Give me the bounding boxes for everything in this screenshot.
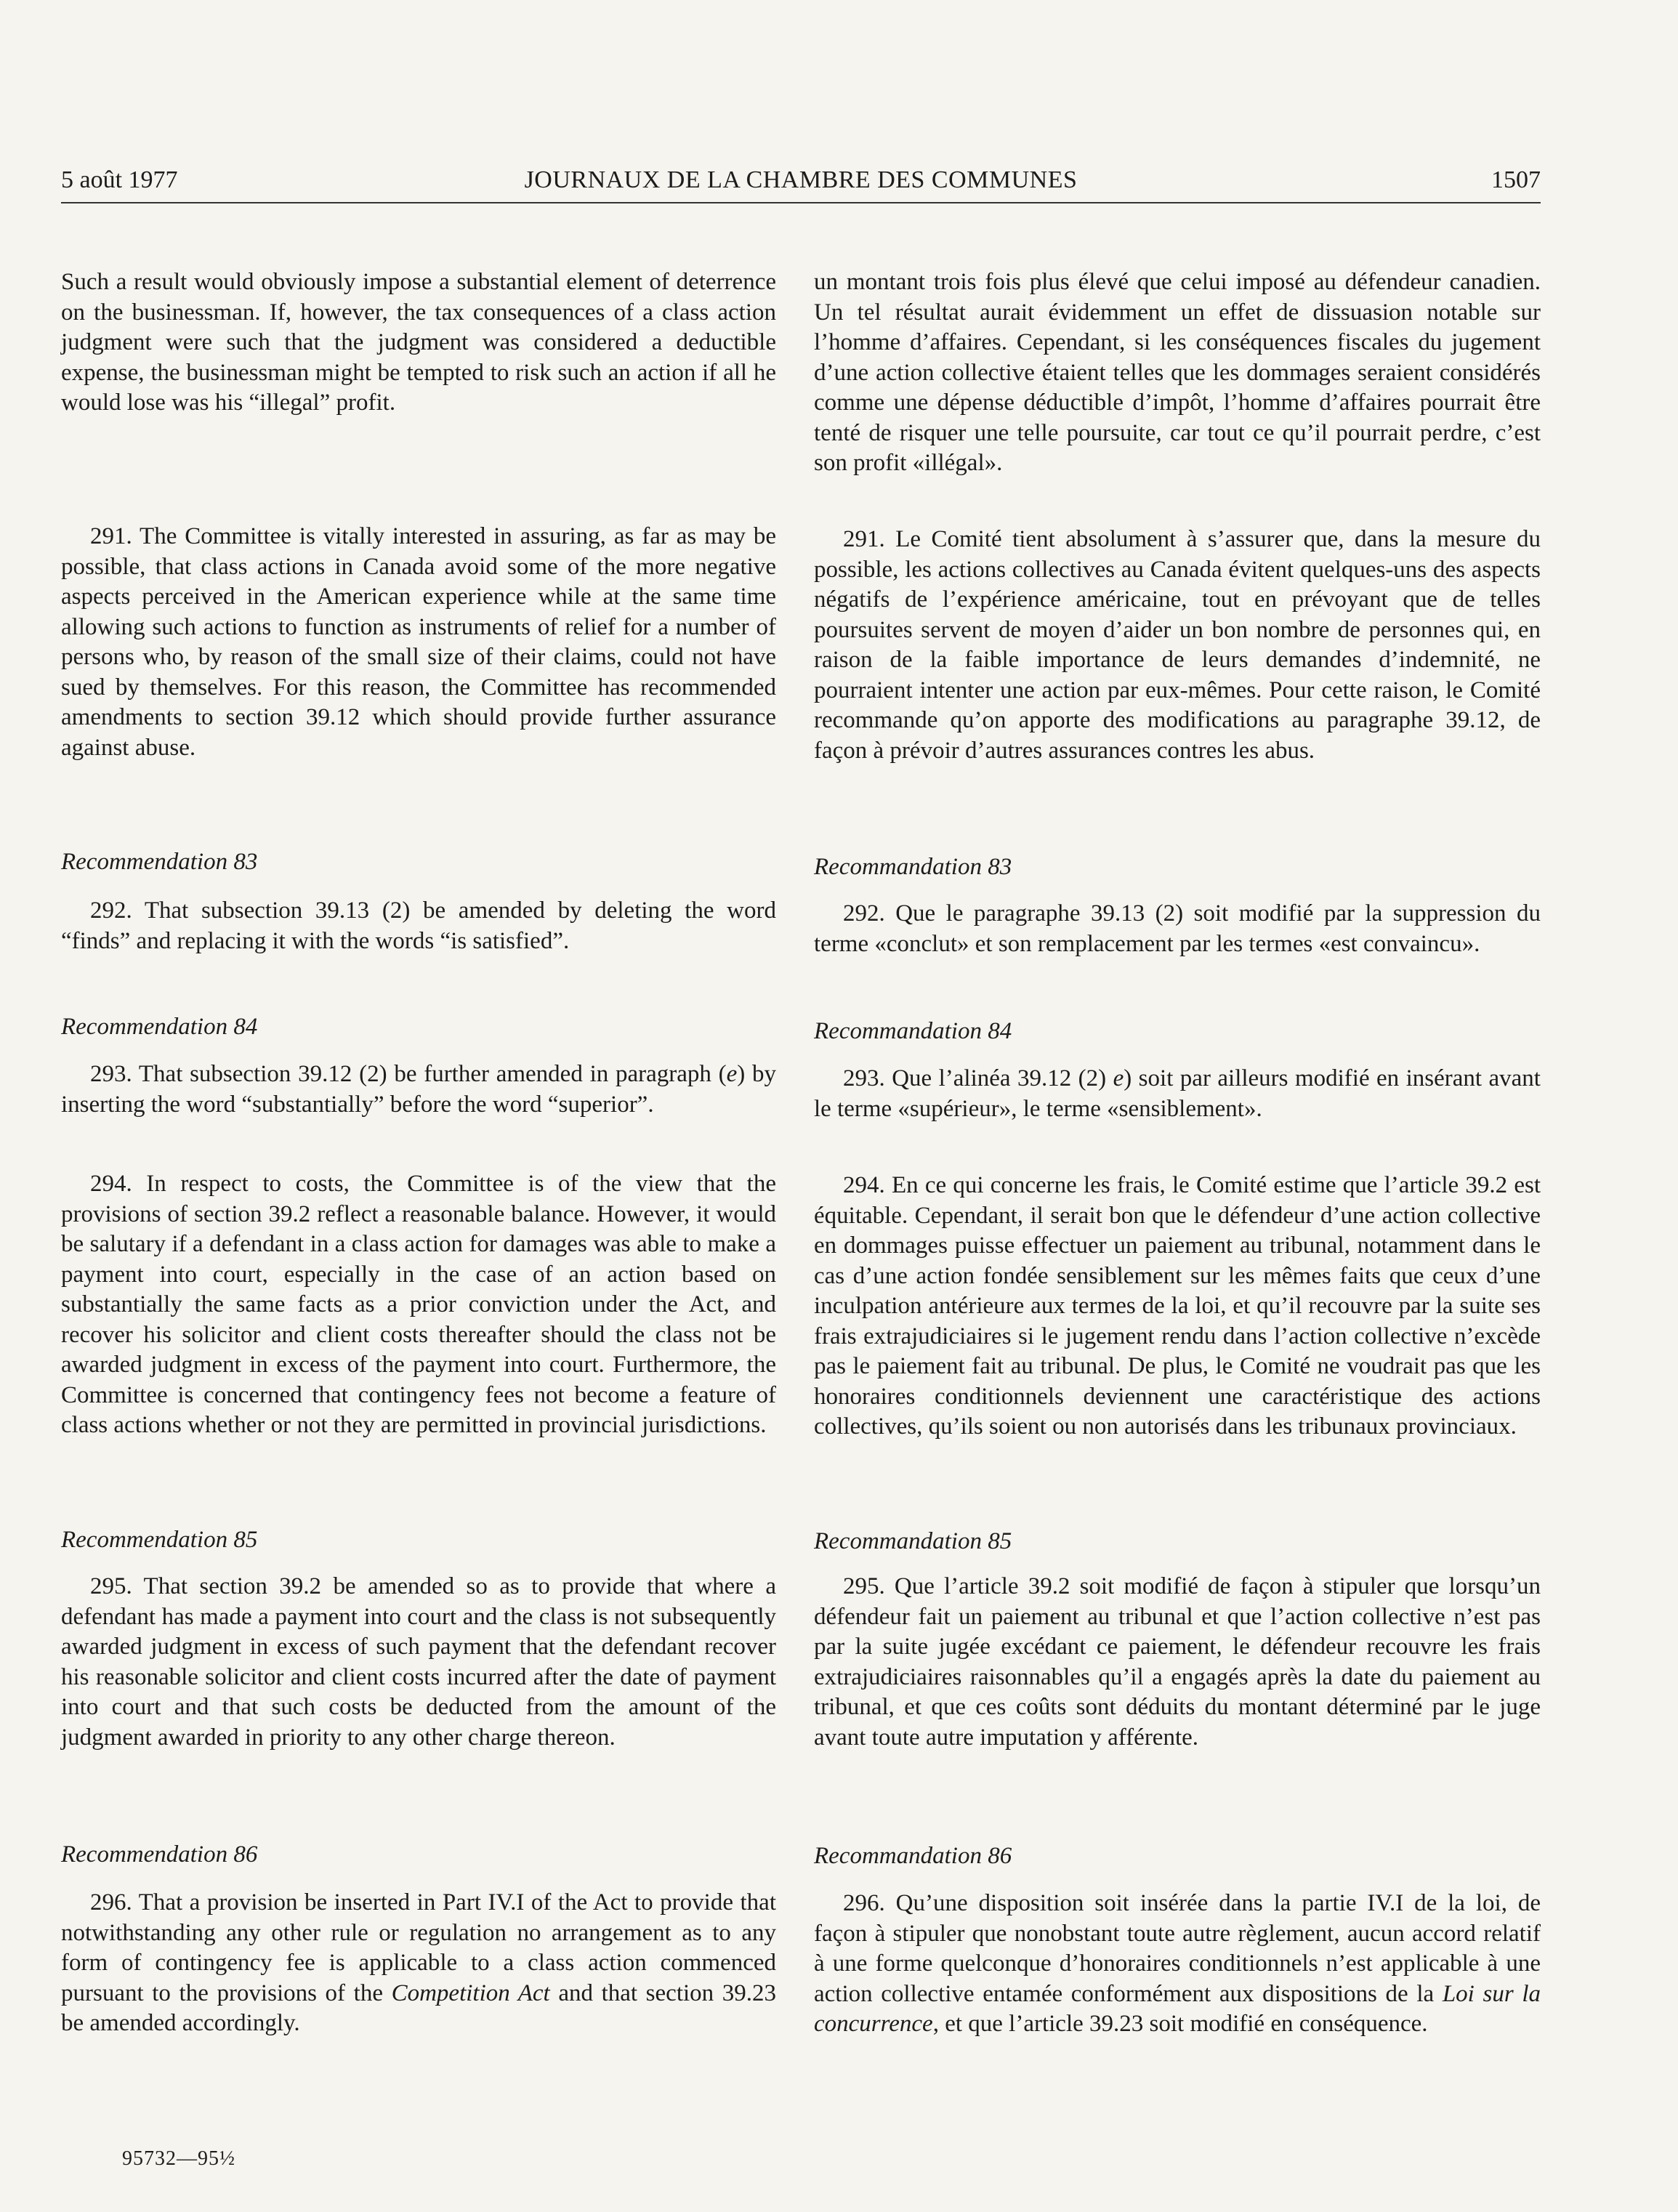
- fr-294-block: [814, 1171, 1541, 1442]
- en-intro-paragraph: Such a result would obviously impose a substantial element of deterrence on the businessman. If, however, the tax consequences of a class action judgment were such that the judgment was considered a deductible expense, the businessman might be tempted to risk such an action if all he would lose was his “illegal” profit.: [61, 269, 776, 416]
- page-number: 1507: [1491, 166, 1541, 193]
- page-header: [61, 161, 1541, 203]
- fr-293-para-letter: e: [1113, 1065, 1124, 1091]
- fr-293-text-b: ) soit par ailleurs modifié en insérant avant le terme «supérieur», le terme «sensiblement».: [814, 1065, 1541, 1122]
- fr-292-block: [814, 899, 1541, 959]
- en-292-block: [61, 896, 776, 956]
- en-293-text-b: ) by inserting the word “substantially” before the word “superior”.: [61, 1061, 776, 1118]
- fr-paragraph-294: 294. En ce qui concerne les frais, le Comité estime que l’article 39.2 est équitable. Cependant, il serait bon que le défendeur d’une action collective en dommages puisse effectuer un paiement au tribunal, notamment dans le cas d’une action fondée sensiblement sur les mêmes faits que ceux d’une inculpation antérieure aux termes de la loi, et qu’il recouvre par la suite ses frais extrajudiciaires si le jugement rendu dans l’action collective n’excède pas le paiement fait au tribunal. De plus, le Comité ne voudrait pas que les honoraires conditionnels deviennent une caractéristique des actions collectives, qu’ils soient ou non autorisés dans les tribunaux provinciaux.: [814, 1172, 1541, 1440]
- en-296-block: [61, 1888, 776, 2039]
- en-295-block: [61, 1572, 776, 1753]
- en-paragraph-295: 295. That section 39.2 be amended so as to provide that where a defendant has made a payment into court and the class is not subsequently awarded judgment in excess of such payment that the defendant recover his reasonable solicitor and client costs incurred after the date of payment into court and that such costs be deducted from the amount of the judgment awarded in priority to any other charge thereon.: [61, 1573, 776, 1751]
- fr-291-block: [814, 525, 1541, 766]
- fr-recommendation-84-heading: Recommandation 84: [814, 1018, 1012, 1044]
- fr-intro-block: [814, 267, 1541, 479]
- en-293-block: [61, 1059, 776, 1120]
- fr-paragraph-292: 292. Que le paragraphe 39.13 (2) soit modifié par la suppression du terme «conclut» et son remplacement par les termes «est convaincu».: [814, 900, 1541, 957]
- en-291-block: [61, 522, 776, 763]
- en-paragraph-293: [61, 1059, 776, 1120]
- en-paragraph-291: 291. The Committee is vitally interested in assuring, as far as may be possible, that class actions in Canada avoid some of the more negative aspects perceived in the American experience while at the same time allowing such actions to function as instruments of relief for a number of persons who, by reason of the small size of their claims, could not have sued by themselves. For this reason, the Committee has recommended amendments to section 39.12 which should provide further assurance against abuse.: [61, 523, 776, 761]
- en-296-text-a: 296. That a provision be inserted in Part IV.I of the Act to provide that notwithstanding any other rule or regulation no arrangement as to any form of contingency fee is applicable to a class action commenced pursuant to the provisions of the: [61, 1889, 776, 2006]
- fr-paragraph-296: [814, 1889, 1541, 2040]
- en-paragraph-294: 294. In respect to costs, the Committee is of the view that the provisions of section 39.2 reflect a reasonable balance. However, it would be salutary if a defendant in a class action for damages was able to make a payment into court, especially in the case of an action based on substantially the same facts as a prior conviction under the Act, and recover his solicitor and client costs thereafter should the class not be awarded judgment in excess of the payment into court. Furthermore, the Committee is concerned that contingency fees not become a feature of class actions whether or not they are permitted in provincial jurisdictions.: [61, 1171, 776, 1438]
- fr-293-block: [814, 1064, 1541, 1124]
- fr-295-block: [814, 1572, 1541, 1753]
- en-recommendation-83-heading: Recommendation 83: [61, 849, 258, 875]
- en-296-act-name: Competition Act: [391, 1979, 550, 2006]
- en-paragraph-292: 292. That subsection 39.13 (2) be amended by deleting the word “finds” and replacing it with the words “is satisfied”.: [61, 897, 776, 954]
- fr-paragraph-295: 295. Que l’article 39.2 soit modifié de façon à stipuler que lorsqu’un défendeur fait un paiement au tribunal et que l’action collective n’est pas par la suite jugée excédant ce paiement, le défendeur recouvre les frais extrajudiciaires raisonnables qu’il a engagés après la date du paiement au tribunal, et que ces coûts sont déduits du montant déterminé par le juge avant toute autre imputation y afférente.: [814, 1573, 1541, 1751]
- en-paragraph-296: [61, 1888, 776, 2039]
- fr-recommendation-85-heading: Recommandation 85: [814, 1528, 1012, 1554]
- en-recommendation-84-heading: Recommendation 84: [61, 1014, 258, 1040]
- fr-recommendation-83-heading: Recommandation 83: [814, 854, 1012, 880]
- en-293-text-a: 293. That subsection 39.12 (2) be further amended in paragraph (: [90, 1061, 727, 1087]
- fr-296-act-name: Loi sur la concurrence: [814, 1980, 1541, 2037]
- fr-paragraph-291: 291. Le Comité tient absolument à s’assurer que, dans la mesure du possible, les actions collectives au Canada évitent quelques-uns des aspects négatifs de l’expérience américaine, tout en prévoyant que de telles poursuites servent de moyen d’aider un bon nombre de personnes qui, en raison de la faible importance de leurs demandes d’indemnité, ne pourraient intenter une action par eux-mêmes. Pour cette raison, le Comité recommande qu’on apporte des modifications au paragraphe 39.12, de façon à prévoir d’autres assurances contres les abus.: [814, 526, 1541, 764]
- journal-title: JOURNAUX DE LA CHAMBRE DES COMMUNES: [524, 166, 1078, 193]
- en-intro-block: [61, 267, 776, 419]
- en-296-text-b: and that section 39.23 be amended accordingly.: [61, 1979, 777, 2036]
- fr-296-text-b: , et que l’article 39.23 soit modifié en conséquence.: [932, 2011, 1428, 2037]
- fr-recommendation-86-heading: Recommandation 86: [814, 1843, 1012, 1869]
- fr-293-text-a: 293. Que l’alinéa 39.12 (2): [843, 1065, 1113, 1091]
- en-recommendation-86-heading: Recommendation 86: [61, 1841, 258, 1868]
- header-date: 5 août 1977: [61, 166, 178, 193]
- en-293-para-letter: e: [726, 1061, 738, 1087]
- en-recommendation-85-heading: Recommendation 85: [61, 1527, 258, 1553]
- fr-296-text-a: 296. Qu’une disposition soit insérée dans la partie IV.I de la loi, de façon à stipuler que nonobstant toute autre règlement, aucun accord relatif à une forme quelconque d’honoraires conditionnels n’est applicable à une action collective entamée conformément aux dispositions de la: [814, 1890, 1541, 2007]
- print-code: 95732—95½: [122, 2147, 235, 2170]
- fr-paragraph-293: [814, 1064, 1541, 1124]
- en-294-block: [61, 1169, 776, 1441]
- fr-intro-paragraph: un montant trois fois plus élevé que celui imposé au défendeur canadien. Un tel résultat aurait évidemment un effet de dissuasion notable sur l’homme d’affaires. Cependant, si les conséquences fiscales du jugement d’une action collective étaient telles que les dommages seraient considérés comme une dépense déductible d’impôt, l’homme d’affaires pourrait être tenté de risquer une telle poursuite, car tout ce qu’il pourrait perdre, c’est son profit «illégal».: [814, 269, 1541, 476]
- fr-296-block: [814, 1889, 1541, 2040]
